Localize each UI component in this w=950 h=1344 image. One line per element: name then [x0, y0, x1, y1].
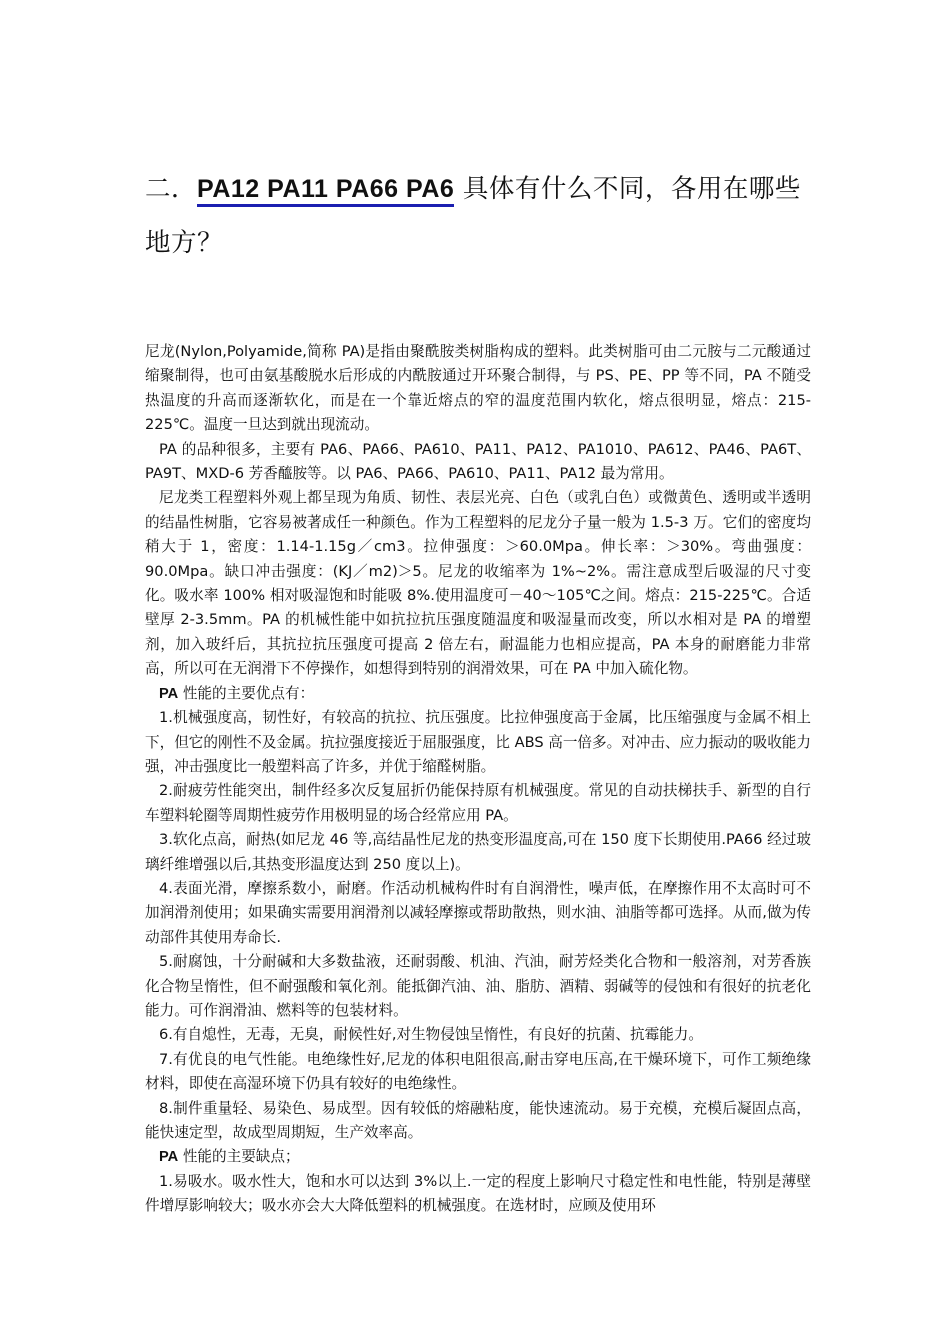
heading-question: 具体有什么不同，各用在哪些地方？: [145, 174, 801, 258]
varieties-paragraph: PA 的品种很多，主要有 PA6、PA66、PA610、PA11、PA12、PA1010、PA612、PA46、PA6T、PA9T、MXD-6 芳香醯胺等。以 PA6、PA66、PA610、PA11、PA12 最为常用。: [145, 440, 811, 483]
pro-item-2: 2.耐疲劳性能突出，制件经多次反复屈折仍能保持原有机械强度。常见的自动扶梯扶手、新型的自行车塑料轮圈等周期性疲劳作用极明显的场合经常应用 PA。: [145, 782, 811, 824]
con-item-1: 1.易吸水。吸水性大，饱和水可以达到 3%以上.一定的程度上影响尺寸稳定性和电性能，特别是薄壁件增厚影响较大；吸水亦会大大降低塑料的机械强度。在选材时，应顾及使用环: [145, 1172, 811, 1215]
pro-item-1: 1.机械强度高，韧性好，有较高的抗拉、抗压强度。比拉伸强度高于金属，比压缩强度与金属不相上下，但它的刚性不及金属。抗拉强度接近于屈服强度，比 ABS 高一倍多。对冲击、应力振动的吸收能力强，冲击强度比一般塑料高了许多，并优于缩醛树脂。: [145, 709, 811, 775]
pros-heading: [145, 682, 811, 706]
cons-heading-text: 性能的主要缺点；: [178, 1148, 300, 1166]
pro-item-5: 5.耐腐蚀，十分耐碱和大多数盐液，还耐弱酸、机油、汽油，耐芳烃类化合物和一般溶剂，对芳香族化合物呈惰性，但不耐强酸和氧化剂。能抵御汽油、油、脂肪、酒精、弱碱等的侵蚀和有很好的抗老化能力。可作润滑油、燃料等的包装材料。: [145, 953, 811, 1019]
pro-item-4: 4.表面光滑，摩擦系数小，耐磨。作活动机械构件时有自润滑性，噪声低，在摩擦作用不太高时可不加润滑剂使用；如果确实需要用润滑剂以减轻摩擦或帮助散热，则水油、油脂等都可选择。从而,做为传动部件其使用寿命长.: [145, 879, 811, 946]
pro-item-7: 7.有优良的电气性能。电绝缘性好,尼龙的体积电阻很高,耐击穿电压高,在干燥环境下，可作工频绝缘材料，即使在高湿环境下仍具有较好的电绝缘性。: [145, 1050, 811, 1093]
pro-item-6: 6.有自熄性，无毒，无臭，耐候性好,对生物侵蚀呈惰性，有良好的抗菌、抗霉能力。: [159, 1026, 703, 1044]
properties-paragraph: 尼龙类工程塑料外观上都呈现为角质、韧性、表层光亮、白色（或乳白色）或微黄色、透明或半透明的结晶性树脂，它容易被著成任一种颜色。作为工程塑料的尼龙分子量一般为 1.5-3 万。它们的密度均稍大于 1，密度：1.14-1.15g／cm3。拉伸强度：＞60.0Mpa。伸长率：＞30%。弯曲强度：90.0Mpa。缺口冲击强度：(KJ／m2)＞5。尼龙的收缩率为 1%~2%。需注意成型后吸湿的尺寸变化。吸水率 100% 相对吸湿饱和时能吸 8%.使用温度可－40～105℃之间。熔点：215-225℃。合适壁厚 2-3.5mm。PA 的机械性能中如抗拉抗压强度随温度和吸湿量而改变，所以水相对是 PA 的增塑剂，加入玻纤后，其抗拉抗压强度可提高 2 倍左右，耐温能力也相应提高，PA 本身的耐磨能力非常高，所以可在无润滑下不停操作，如想得到特别的润滑效果，可在 PA 中加入硫化物。: [145, 489, 811, 678]
document-page: [145, 162, 811, 1219]
pros-heading-text: 性能的主要优点有：: [178, 684, 315, 702]
heading-keywords: PA12 PA11 PA66 PA6: [197, 175, 454, 207]
heading-number: 二．: [145, 174, 198, 204]
pro-item-3: 3.软化点高，耐热(如尼龙 46 等,高结晶性尼龙的热变形温度高,可在 150 度下长期使用.PA66 经过玻璃纤维增强以后,其热变形温度达到 250 度以上)。: [145, 831, 811, 873]
section-heading: [145, 162, 811, 270]
cons-heading-lead: PA: [159, 1149, 179, 1166]
body-text: [145, 340, 811, 1219]
pro-item-8: 8.制件重量轻、易染色、易成型。因有较低的熔融粘度，能快速流动。易于充模，充模后凝固点高，能快速定型，故成型周期短，生产效率高。: [145, 1099, 811, 1141]
pros-heading-lead: PA: [159, 685, 179, 702]
intro-paragraph: 尼龙(Nylon,Polyamide,简称 PA)是指由聚酰胺类树脂构成的塑料。此类树脂可由二元胺与二元酸通过缩聚制得，也可由氨基酸脱水后形成的内酰胺通过开环聚合制得，与 PS、PE、PP 等不同，PA 不随受热温度的升高而逐渐软化，而是在一个靠近熔点的窄的温度范围内软化，熔点很明显，熔点：215-225℃。温度一旦达到就出现流动。: [145, 343, 811, 434]
cons-heading: [145, 1145, 811, 1169]
